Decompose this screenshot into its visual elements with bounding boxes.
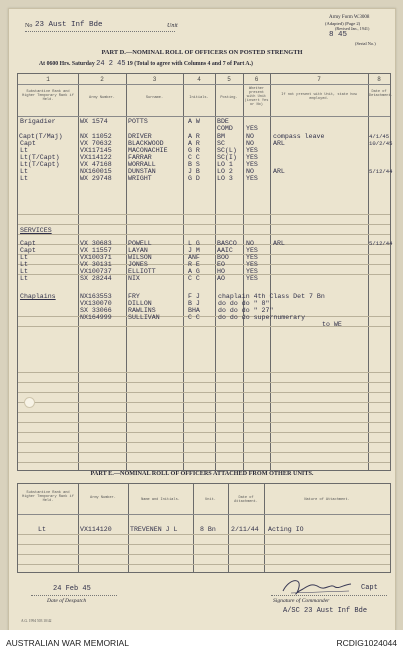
despatch-line [31,595,117,596]
row-initials: A G [188,268,200,275]
row-present: YES [246,268,258,275]
row-rank: Capt [20,240,36,247]
row-initials: C C [188,314,200,321]
row-employed: ARL [273,168,285,175]
row-present: NO [246,168,254,175]
row-initials: ANF [188,254,200,261]
row-army-number: VX 30683 [80,240,112,247]
row-surname: WRIGHT [128,175,152,182]
at-line-prefix: At 0600 Hrs. Saturday [39,61,95,67]
col-number: 4 [197,76,201,83]
row-posting: SC(L) [217,147,237,154]
row-rank: Lt [20,261,28,268]
row-initials: BHA [188,307,200,314]
e-row-rank: Lt [38,526,46,533]
col-number: 6 [254,76,259,83]
e-header-rank: Substantive Rank and Higher Temporary Rank if Held. [22,491,74,503]
col-header-present: Whether present with Unit (insert Yes or No) [244,87,269,107]
row-posting: SC [217,140,225,147]
row-surname: NIX [128,275,140,282]
punch-hole [24,397,35,408]
row-rank: Capt [20,247,36,254]
row-posting: HO [217,268,225,275]
e-row-date: 2/11/44 [231,526,259,533]
unit-prefix: No [25,23,33,29]
row-army-number: VX 47168 [80,161,112,168]
row-rank: Lt [20,254,28,261]
row-initials: G R [188,147,200,154]
section-heading-chaplains: Chaplains [20,293,56,300]
row-present: YES [246,175,258,182]
serial-label: (Serial No.) [355,41,376,46]
form-number: Army Form W.3008 [329,15,370,20]
row-initials: B S [188,161,200,168]
row-rank: Capt [20,140,36,147]
row-posting: LO 2 [217,168,233,175]
col-header-army-number: Army Number. [89,96,115,100]
row-posting: AAIC [217,247,233,254]
row-employed: do do do supernumerary [218,314,306,321]
form-adapted: (Adapted) (Page 2) [325,21,361,26]
row-initials: J M [188,247,200,254]
row-army-number: VX100371 [80,254,112,261]
col-header-employed: If not present with Unit, state how employed. [281,93,357,101]
row-initials: L G [188,240,200,247]
row-employed: compass leave [273,133,325,140]
row-army-number: NX164999 [80,314,112,321]
despatch-label: Date of Despatch [47,598,87,604]
col-number: 5 [227,76,231,83]
col-number: 8 [377,76,381,83]
row-initials: R E [188,261,200,268]
row-surname: JONES [128,261,148,268]
row-present: NO [246,133,254,140]
row-present: NO [246,240,254,247]
e-header-army-number: Army Number. [90,496,116,500]
despatch-date: 24 Feb 45 [53,585,91,593]
row-employed: do do do " 8" [218,300,270,307]
row-posting: LO 1 [217,161,233,168]
row-detach-date: 10/2/45 [369,140,393,147]
row-rank: Lt(T/Capt) [20,154,60,161]
row-initials: G D [188,175,200,182]
row-surname: DRIVER [128,133,152,140]
e-header-date: Date of Attachment. [234,496,258,504]
col-header-detachment: Date of Detachment. [369,90,393,98]
row-surname: FRY [128,293,140,300]
row-employed: chaplain 4th Class Det 7 Bn [218,293,325,300]
row-army-number: VX 11557 [80,247,112,254]
row-rank: Lt [20,275,28,282]
e-row-name: TREVENEN J L [130,526,178,533]
row-surname: RAWLINS [128,307,156,314]
row-army-number: SX 33066 [80,307,112,314]
col-number: 7 [317,76,321,83]
row-initials: J B [188,168,200,175]
at-line [39,60,253,68]
e-header-unit: Unit. [205,498,216,502]
row-initials: A R [188,133,200,140]
unit-label: Unit [167,23,178,29]
row-posting: BDE COMD [217,118,233,132]
row-surname: FARRAR [128,154,152,161]
row-employed: ARL [273,240,285,247]
form-sheet [8,8,396,632]
row-present: YES [246,161,258,168]
row-initials: F J [188,293,200,300]
row-posting: LO 3 [217,175,233,182]
row-surname: POWELL [128,240,152,247]
row-surname: ELLIOTT [128,268,156,275]
row-detach-date: 4/1/45 [369,133,390,140]
row-army-number: VX117145 [80,147,112,154]
row-surname: MACONACHIE [128,147,168,154]
col-header-rank: Substantive Rank and Higher Temporary Rank if Held. [22,90,74,102]
row-army-number: VX114122 [80,154,112,161]
row-posting: BOO [217,254,229,261]
row-present: YES [246,247,258,254]
signature-line [271,595,387,596]
row-army-number: WX 29748 [80,175,112,182]
row-present: YES [246,275,258,282]
row-present: YES [246,154,258,161]
printer-note: A.G. 1994 503 10/42 [21,619,52,623]
row-present: YES [246,125,258,132]
unit-line [25,31,175,32]
row-rank: Lt [20,147,28,154]
row-army-number: NX160015 [80,168,112,175]
part-d-title: PART D.—NOMINAL ROLL OF OFFICERS ON POSTED STRENGTH [101,49,303,56]
col-header-posting: Posting. [220,96,238,100]
row-present: YES [246,147,258,154]
e-row-unit: 8 Bn [200,526,216,533]
part-e-table [17,483,391,573]
row-army-number: VX130070 [80,300,112,307]
row-army-number: SX 28244 [80,275,112,282]
row-employed: to WE [322,321,342,328]
part-d-table [17,73,391,471]
unit-name: 23 Aust Inf Bde [35,21,103,29]
col-header-surname: Surname. [145,96,164,100]
archive-id: RCDIG1024044 [336,638,397,648]
row-surname: SULLIVAN [128,314,160,321]
e-header-name: Name and Initials. [141,498,180,502]
row-army-number: VX100737 [80,268,112,275]
row-initials: C C [188,275,200,282]
row-surname: POTTS [128,118,148,125]
signature-rank: Capt [361,584,378,592]
e-row-nature: Acting IO [268,526,304,533]
row-surname: DILLON [128,300,152,307]
signature-label: Signature of Commander [273,598,330,604]
serial-value: 8 45 [329,31,348,39]
at-line-year: 19 [127,61,133,67]
e-row-army-number: VX114120 [80,526,112,533]
row-surname: DUNSTAN [128,168,156,175]
row-initials: A R [188,140,200,147]
form-revised: (Revised Jan., 1941) [335,26,370,31]
row-posting: BASCO [217,240,237,247]
row-present: NO [246,140,254,147]
archive-source: AUSTRALIAN WAR MEMORIAL [6,638,129,648]
at-line-note: (Total to agree with Columns 4 and 7 of Part A.) [134,61,253,67]
row-posting: EO [217,261,225,268]
row-rank: Capt(T/Maj) [19,133,63,140]
row-army-number: VX 70632 [80,140,112,147]
col-header-initials: Initials. [189,96,209,100]
row-initials: C C [188,154,200,161]
signature-unit: A/SC 23 Aust Inf Bde [283,607,368,615]
row-army-number: NX163553 [80,293,112,300]
row-rank: Lt [20,168,28,175]
row-rank: Lt [20,175,28,182]
col-number: 1 [46,76,50,83]
row-posting: BM [217,133,225,140]
row-employed: ARL [273,140,285,147]
row-present: YES [246,254,258,261]
row-surname: WILSON [128,254,152,261]
row-rank: Lt [20,268,28,275]
section-heading-services: SERVICES [20,227,52,234]
col-number: 2 [100,76,104,83]
row-detach-date: 5/12/44 [369,168,393,175]
row-posting: AO [217,275,225,282]
e-header-nature: Nature of Attachment. [304,498,350,502]
part-e-title: PART E.—NOMINAL ROLL OF OFFICERS ATTACHED FROM OTHER UNITS. [90,470,314,477]
row-army-number: WX 1574 [80,118,108,125]
row-surname: LAYAN [128,247,148,254]
row-army-number: NX 11052 [80,133,112,140]
row-army-number: VX 30131 [80,261,112,268]
row-initials: B J [188,300,200,307]
row-posting: SC(I) [217,154,237,161]
archive-footer [0,630,403,654]
row-detach-date: 5/12/44 [369,240,393,247]
commander-signature [279,575,359,597]
row-present: YES [246,261,258,268]
row-rank: Brigadier [20,118,56,125]
at-line-date: 24 2 45 [96,60,126,68]
row-rank: Lt(T/Capt) [20,161,60,168]
row-surname: WORRALL [128,161,156,168]
row-initials: A W [188,118,200,125]
row-employed: do do do " 27" [218,307,274,314]
row-surname: BLACKWOOD [128,140,164,147]
col-number: 3 [152,76,157,83]
